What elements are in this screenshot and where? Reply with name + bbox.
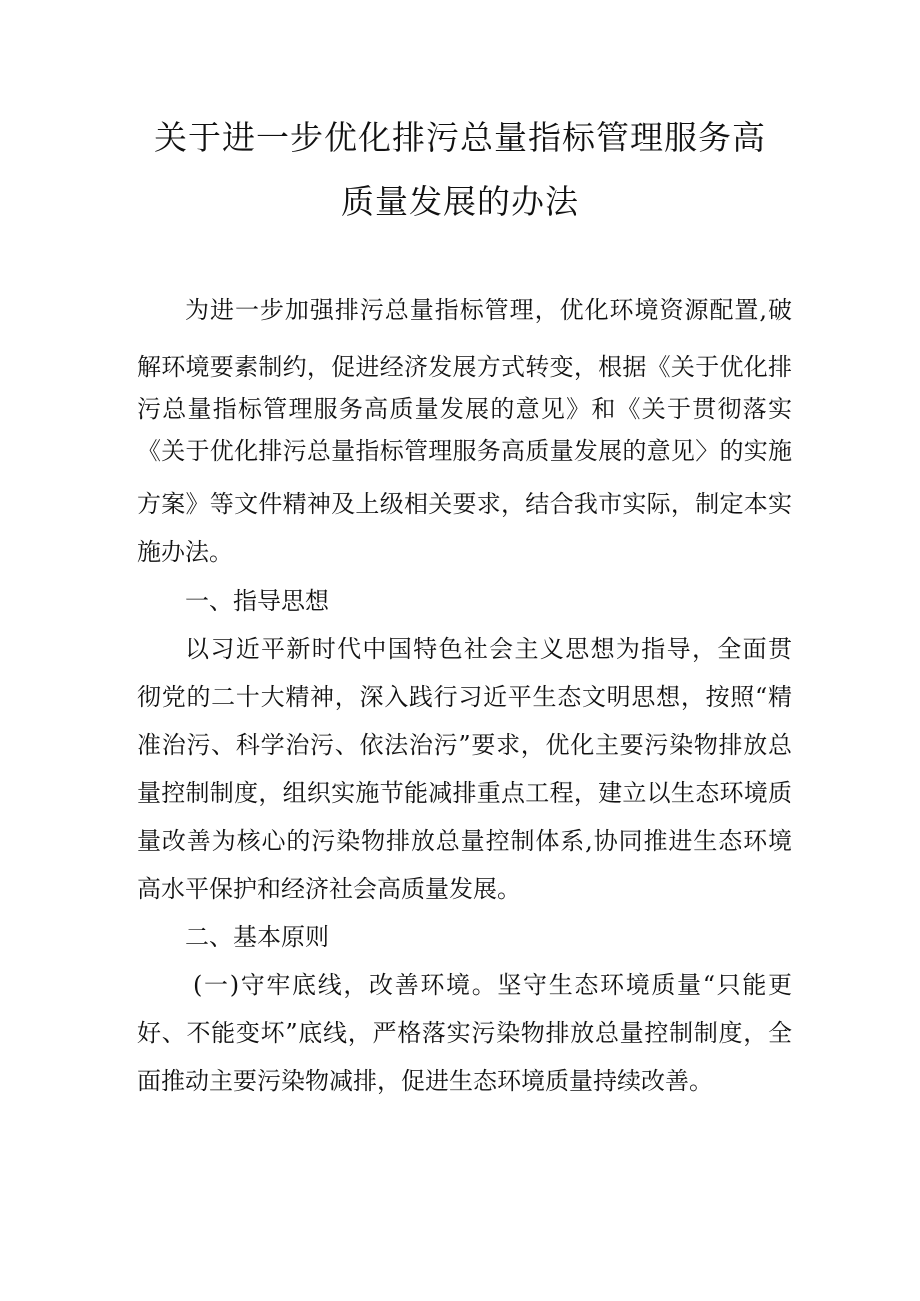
intro-line-2: 解环境要素制约，促进经济发展方式转变，根据《关于优化排 bbox=[137, 353, 792, 381]
section-1-heading: 一、指导思想 bbox=[185, 587, 329, 615]
section-1-line-2: 彻党的二十大精神，深入践行习近平生态文明思想，按照“精 bbox=[137, 683, 792, 711]
intro-line-6: 施办法。 bbox=[137, 538, 233, 566]
intro-line-5: 方案》等文件精神及上级相关要求，结合我市实际，制定本实 bbox=[137, 490, 792, 518]
intro-line-1: 为进一步加强排污总量指标管理，优化环境资源配置,破 bbox=[185, 296, 792, 324]
section-1-line-4: 量控制制度，组织实施节能减排重点工程，建立以生态环境质 bbox=[137, 779, 792, 807]
section-1-line-5: 量改善为核心的污染物排放总量控制体系,协同推进生态环境 bbox=[137, 827, 792, 855]
intro-line-3: 污总量指标管理服务高质量发展的意见》和《关于贯彻落实 bbox=[137, 395, 792, 423]
document-title-line-2: 质量发展的办法 bbox=[341, 182, 579, 221]
intro-line-4: 《关于优化排污总量指标管理服务高质量发展的意见〉的实施 bbox=[137, 437, 792, 465]
section-1-line-6: 高水平保护和经济社会高质量发展。 bbox=[137, 875, 521, 903]
section-2-item-1-line-1: (一)守牢底线，改善环境。坚守生态环境质量“只能更 bbox=[193, 971, 792, 999]
document-title-line-1: 关于进一步优化排污总量指标管理服务高 bbox=[154, 118, 766, 157]
section-2-item-1-line-2: 好、不能变坏”底线，严格落实污染物排放总量控制制度，全 bbox=[137, 1019, 792, 1047]
section-2-heading: 二、基本原则 bbox=[185, 923, 329, 951]
section-1-line-3: 准治污、科学治污、依法治污”要求，优化主要污染物排放总 bbox=[137, 731, 792, 759]
section-1-line-1: 以习近平新时代中国特色社会主义思想为指导，全面贯 bbox=[185, 635, 792, 663]
section-2-item-1-line-3: 面推动主要污染物减排，促进生态环境质量持续改善。 bbox=[137, 1067, 713, 1095]
